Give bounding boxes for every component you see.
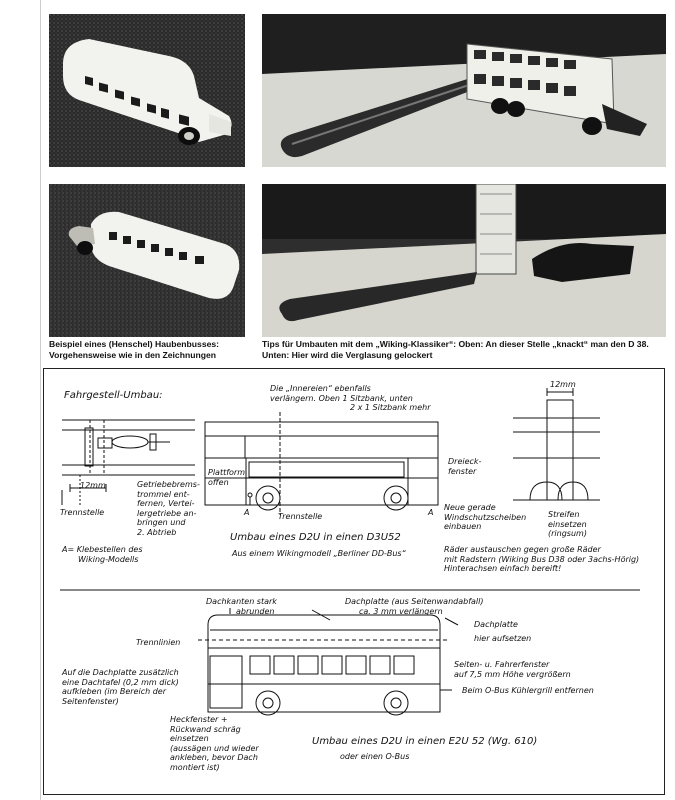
label-auf-die-dachplatte — [62, 668, 179, 706]
innereien-line: Die „Innereien“ ebenfalls — [270, 384, 371, 393]
heckfenster-line: montiert ist) — [170, 762, 220, 772]
caption-right-line1: Tips für Umbauten mit dem „Wiking-Klassiker“: Oben: An dieser Stelle „knackt“ man den D 38. — [262, 339, 649, 349]
label-dachplatte-seiten — [345, 597, 484, 616]
label-umbau-e2u52: Umbau eines D2U in einen E2U 52 (Wg. 610) — [312, 736, 538, 747]
dachtafel-line: Auf die Dachplatte zusätzlich — [62, 668, 179, 677]
getriebe-line: trommel ent- — [137, 489, 190, 499]
heckfenster-line: einsetzen — [170, 734, 209, 743]
label-seiten-fahrer — [454, 660, 571, 679]
plattform-line: offen — [208, 477, 229, 487]
seiten-line: auf 7,5 mm Höhe vergrößern — [454, 669, 571, 679]
label-heckfenster — [170, 715, 259, 772]
label-trennlinien: Trennlinien — [136, 638, 181, 647]
dachkanten-line: Dachkanten stark — [206, 597, 277, 606]
label-umbau-d3u52: Umbau eines D2U in einen D3U52 — [230, 532, 401, 543]
label-dim-12mm-left: 12mm — [80, 481, 106, 490]
seiten-line: Seiten- u. Fahrerfenster — [454, 660, 550, 669]
windschutz-line: einbauen — [444, 522, 482, 531]
dachtafel-line: eine Dachtafel (0,2 mm dick) — [62, 677, 179, 687]
label-raeder — [444, 545, 639, 574]
label-neue-windschutz — [444, 503, 526, 532]
getriebe-line: fernen, Vertei- — [137, 499, 195, 508]
dachtafel-line: Seitenfenster) — [62, 696, 119, 706]
caption-left: Beispiel eines (Henschel) Haubenbusses: Vorgehensweise wie in den Zeichnungen — [49, 339, 220, 360]
heckfenster-line: Rückwand schräg — [170, 724, 241, 734]
label-getriebe-note — [137, 480, 200, 537]
klebestellen-line: A= Klebestellen des — [62, 545, 143, 554]
label-a-right: A — [428, 508, 434, 517]
windschutz-line: Neue gerade — [444, 503, 496, 512]
label-streifen — [548, 510, 587, 539]
label-innereien-note — [270, 384, 430, 413]
streifen-line: Streifen — [548, 510, 580, 519]
label-umbau-d3u52-sub: Aus einem Wikingmodell „Berliner DD-Bus“ — [232, 549, 406, 558]
label-umbau-e2u52-sub: oder einen O-Bus — [340, 752, 410, 761]
getriebe-line: Getriebebrems- — [137, 480, 200, 489]
getriebe-line: bringen und — [137, 518, 186, 527]
windschutz-line: Windschutzscheiben — [444, 512, 527, 522]
streifen-line: einsetzen — [548, 519, 587, 529]
heckfenster-line: ankleben, bevor Dach — [170, 753, 258, 762]
label-hier-aufsetzen: hier aufsetzen — [474, 634, 532, 643]
label-dachplatte: Dachplatte — [474, 620, 518, 629]
dreieck-line: fenster — [448, 466, 477, 476]
caption-right-line2: Unten: Hier wird die Verglasung gelockert — [262, 350, 433, 360]
label-klebestellen — [62, 545, 142, 564]
getriebe-line: lergetriebe an- — [137, 508, 197, 518]
dreieck-line: Dreieck- — [448, 457, 482, 466]
dachkanten-line: abrunden — [236, 606, 275, 616]
streifen-line: (ringsum) — [548, 529, 587, 538]
label-obus: Beim O-Bus Kühlergrill entfernen — [462, 686, 594, 695]
label-fahrgestell-umbau: Fahrgestell-Umbau: — [64, 390, 163, 401]
innereien-line: verlängern. Oben 1 Sitzbank, unten — [270, 393, 413, 403]
innereien-line: 2 x 1 Sitzbank mehr — [350, 403, 431, 412]
label-a-left: A — [244, 508, 250, 517]
heckfenster-line: Heckfenster + — [170, 715, 228, 724]
raeder-line: Hinterachsen einfach bereift! — [444, 564, 562, 573]
label-plattform — [208, 468, 245, 487]
raeder-line: mit Radstern (Wiking Bus D38 oder 3achs-Hörig) — [444, 554, 640, 564]
label-trennstelle-mid: Trennstelle — [278, 512, 323, 521]
label-dim-12mm-right: 12mm — [550, 380, 576, 389]
getriebe-line: 2. Abtrieb — [137, 527, 177, 537]
dachtafel-line: aufkleben (im Bereich der — [62, 687, 167, 696]
label-dachkanten — [206, 597, 277, 616]
label-dreieckfenster — [448, 457, 481, 476]
dachplatte-seiten-line: ca. 3 mm verlängern — [359, 606, 443, 616]
raeder-line: Räder austauschen gegen große Räder — [444, 545, 601, 554]
heckfenster-line: (aussägen und wieder — [170, 743, 259, 753]
dachplatte-seiten-line: Dachplatte (aus Seitenwandabfall) — [345, 597, 484, 606]
plattform-line: Plattform — [208, 468, 246, 477]
label-trennstelle-left: Trennstelle — [60, 508, 105, 517]
klebestellen-line: Wiking-Modells — [78, 554, 139, 564]
